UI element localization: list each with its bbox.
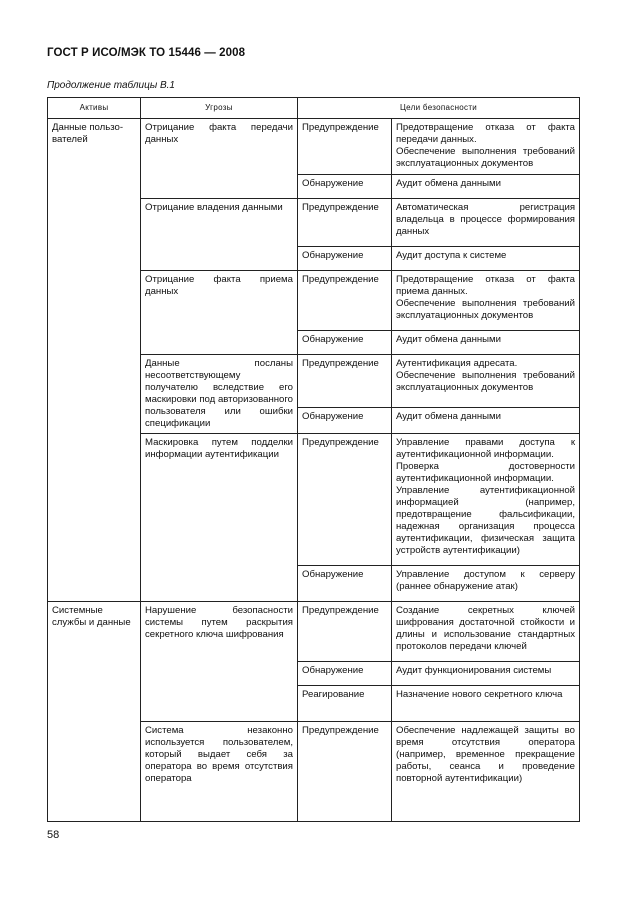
threat-cell: Данные посланы несоответствующему получателю вследствие его маскировки под авторизованного пользователя или ошибки спецификации <box>141 355 298 434</box>
threat-cell: Маскировка путем подделки информации аутентификации <box>141 434 298 602</box>
objective-type-cell: Реагирование <box>298 686 392 722</box>
objective-type-cell: Предупреждение <box>298 434 392 566</box>
objective-cell: Аудит обмена данными <box>392 175 580 199</box>
col-header-objectives: Цели безопасности <box>298 98 580 119</box>
threat-cell: Нарушение безопасности системы путем раскрытия секретного ключа шифрования <box>141 602 298 722</box>
threat-cell: Отрицание владения данными <box>141 199 298 271</box>
objective-type-cell: Обнаружение <box>298 407 392 433</box>
threat-cell: Система незаконно используется пользователем, который выдает себя за оператора во время отсутствия оператора <box>141 722 298 822</box>
table-row <box>48 119 580 175</box>
threat-cell: Отрицание факта передачи данных <box>141 119 298 199</box>
objective-type-cell: Предупреждение <box>298 199 392 247</box>
objective-type-cell: Предупреждение <box>298 355 392 408</box>
objective-cell: Управление доступом к серверу (раннее обнаружение атак) <box>392 566 580 602</box>
objective-type-cell: Предупреждение <box>298 119 392 175</box>
objective-type-cell: Обнаружение <box>298 331 392 355</box>
objective-cell: Аудит обмена данными <box>392 407 580 433</box>
table-caption: Продолжение таблицы В.1 <box>47 80 175 91</box>
document-header: ГОСТ Р ИСО/МЭК ТО 15446 — 2008 <box>47 47 246 59</box>
objective-type-cell: Обнаружение <box>298 175 392 199</box>
asset-cell: Данные пользо- вателей <box>48 119 141 602</box>
col-header-assets: Активы <box>48 98 141 119</box>
asset-cell: Системные службы и данные <box>48 602 141 822</box>
objective-type-cell: Предупреждение <box>298 722 392 822</box>
objective-cell: Назначение нового секретного ключа <box>392 686 580 722</box>
objective-cell: Управление правами доступа к аутентификационной информации. Проверка достоверности аутентификационной информации. Управление аутентификационной информацией (например, предотвращение фальсификации, надежная организация процесса аутентификации, физическая защита устройств аутентификации) <box>392 434 580 566</box>
objective-cell: Предотвращение отказа от факта передачи данных. Обеспечение выполнения требований эксплуатационных документов <box>392 119 580 175</box>
objective-type-cell: Предупреждение <box>298 271 392 331</box>
objective-type-cell: Предупреждение <box>298 602 392 662</box>
table-row <box>48 602 580 662</box>
threat-cell: Отрицание факта приема данных <box>141 271 298 355</box>
table-header-row <box>48 98 580 119</box>
objective-cell: Аутентификация адресата. Обеспечение выполнения требований эксплуатационных документов <box>392 355 580 408</box>
security-objectives-table <box>47 97 580 822</box>
objective-cell: Обеспечение надлежащей защиты во время отсутствия оператора (например, временное прекращение работы, сеанса и проведение повторной аутентификации) <box>392 722 580 822</box>
objective-cell: Предотвращение отказа от факта приема данных. Обеспечение выполнения требований эксплуатационных документов <box>392 271 580 331</box>
objective-cell: Аудит доступа к системе <box>392 247 580 271</box>
objective-cell: Аудит обмена данными <box>392 331 580 355</box>
objective-type-cell: Обнаружение <box>298 247 392 271</box>
objective-cell: Автоматическая регистрация владельца в процессе формирования данных <box>392 199 580 247</box>
objective-type-cell: Обнаружение <box>298 662 392 686</box>
page-number: 58 <box>47 829 60 841</box>
objective-cell: Аудит функционирования системы <box>392 662 580 686</box>
objective-type-cell: Обнаружение <box>298 566 392 602</box>
objective-cell: Создание секретных ключей шифрования достаточной стойкости и длины и использование стандартных протоколов передачи ключей <box>392 602 580 662</box>
col-header-threats: Угрозы <box>141 98 298 119</box>
